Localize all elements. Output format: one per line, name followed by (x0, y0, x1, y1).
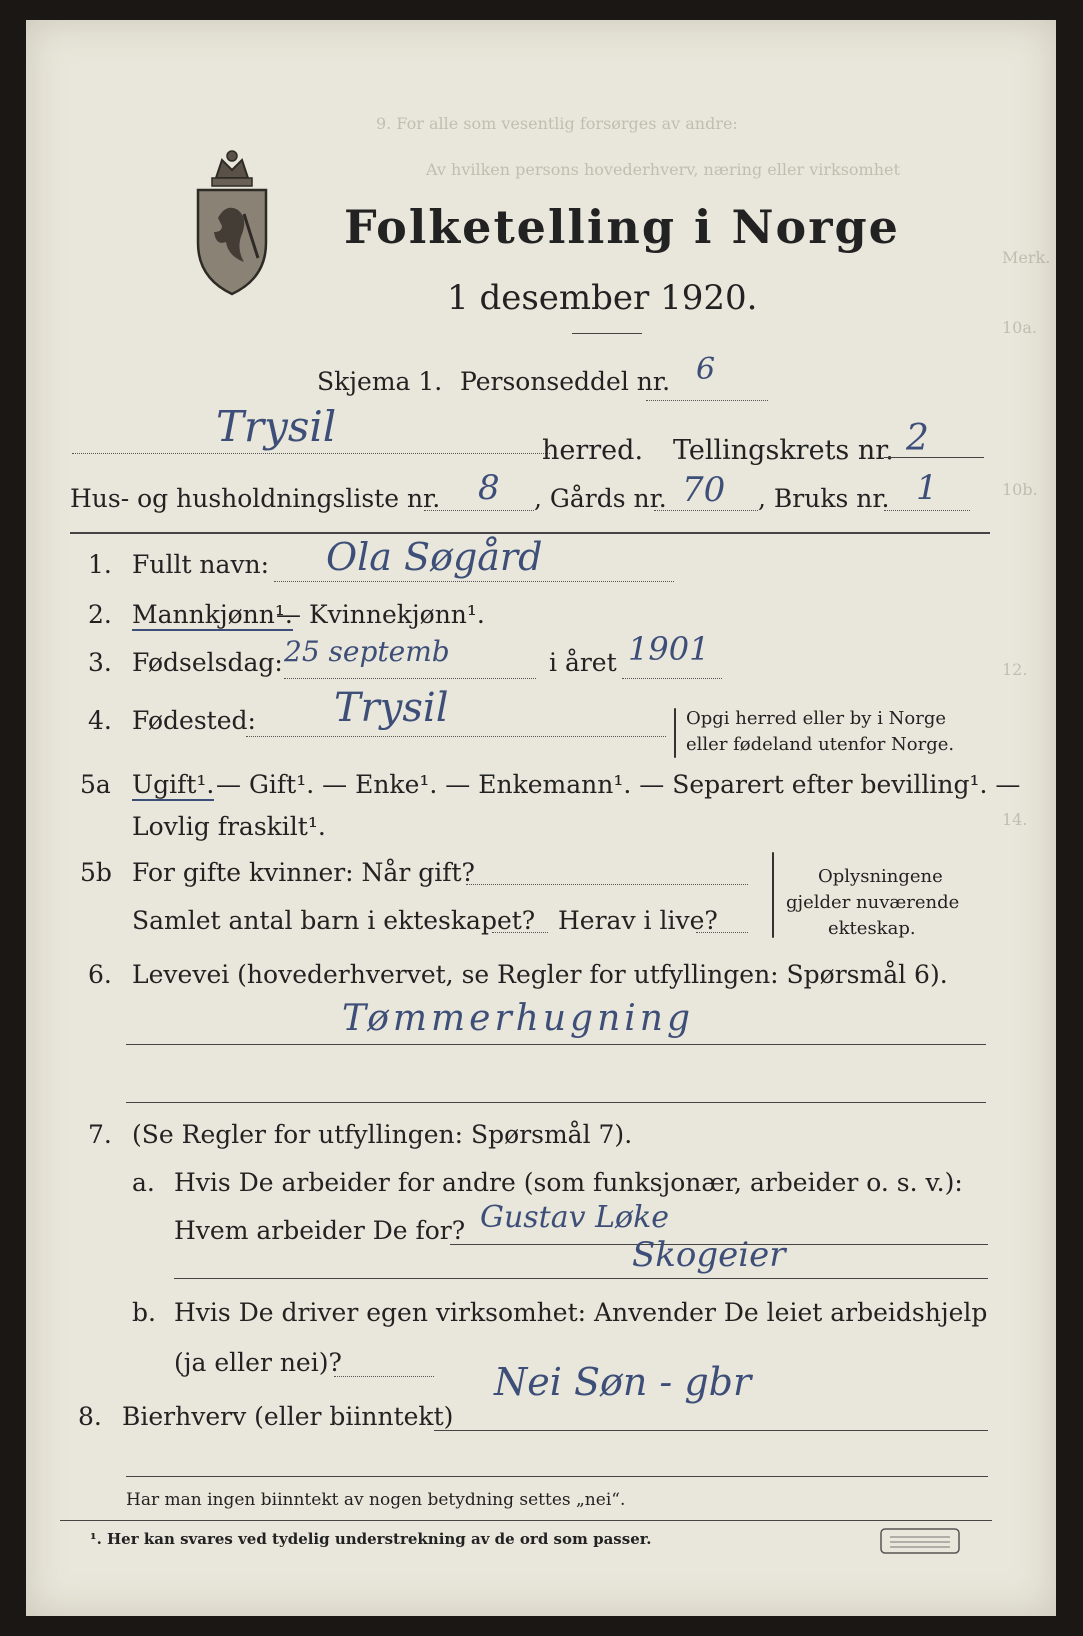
field-number: 5a (80, 770, 111, 799)
marriage-note-brace (772, 852, 774, 938)
husliste-label: Hus- og husholdningsliste nr. (70, 484, 441, 513)
side-income-line[interactable] (434, 1430, 988, 1431)
children-label: Samlet antal barn i ekteskapet? (132, 906, 536, 935)
side-income-value: Nei Søn - gbr (494, 1360, 752, 1404)
printer-stamp-icon (880, 1528, 960, 1554)
birthyear-value: 1901 (628, 630, 710, 668)
employer-label: Hvem arbeider De for? (174, 1216, 466, 1245)
occupation-label: Levevei (hovederhvervet, se Regler for utfyllingen: Spørsmål 6). (132, 960, 948, 989)
birthplace-note-brace (674, 708, 676, 758)
title-rule (572, 333, 642, 334)
personseddel-value: 6 (696, 352, 716, 387)
personseddel-label: Personseddel nr. (460, 367, 671, 396)
marriage-note: gjelder nuværende (786, 892, 960, 913)
census-form-page (26, 20, 1056, 1616)
birthdate-value: 25 septemb (284, 635, 450, 668)
tellingskrets-line[interactable] (884, 457, 984, 458)
husliste-line[interactable] (424, 510, 534, 511)
footnote-rule (60, 1520, 992, 1521)
self-employed-question: Hvis De driver egen virksomhet: Anvender De leiet arbeidshjelp (174, 1298, 988, 1327)
bleed-through-text: 9. For alle som vesentlig forsørges av andre: (376, 114, 738, 133)
bleed-through-text: Av hvilken persons hovederhverv, næring eller virksomhet (426, 160, 900, 179)
sex-female-option[interactable]: — Kvinnekjønn¹. (276, 600, 485, 629)
field-letter: a. (132, 1168, 155, 1197)
marriage-note: ekteskap. (828, 918, 916, 939)
bruks-value: 1 (916, 468, 938, 508)
birthplace-note: Opgi herred eller by i Norge (686, 708, 947, 729)
sex-male-option[interactable]: Mannkjønn¹. (132, 600, 293, 629)
employment-label: (Se Regler for utfyllingen: Spørsmål 7). (132, 1120, 633, 1149)
full-name-line[interactable] (274, 581, 674, 582)
birthplace-value: Trysil (334, 685, 449, 731)
gards-value: 70 (682, 470, 726, 510)
census-date: 1 desember 1920. (447, 278, 758, 318)
field-letter: b. (132, 1298, 156, 1327)
hired-help-label: (ja eller nei)? (174, 1348, 342, 1377)
husliste-value: 8 (478, 468, 500, 508)
schema-label: Skjema 1. (317, 367, 443, 396)
side-income-line[interactable] (126, 1476, 988, 1477)
bruks-label: , Bruks nr. (758, 484, 890, 513)
full-name-label: Fullt navn: (132, 550, 270, 579)
herred-label: herred. (542, 435, 644, 466)
hired-help-line[interactable] (334, 1376, 434, 1377)
full-name-value: Ola Søgård (326, 535, 543, 579)
employer-title-value: Skogeier (632, 1235, 786, 1275)
birthyear-label: i året (549, 648, 617, 677)
field-number: 6. (88, 960, 112, 989)
tellingskrets-label: Tellingskrets nr. (673, 435, 894, 466)
personseddel-line[interactable] (646, 400, 768, 401)
birthdate-label: Fødselsdag: (132, 648, 283, 677)
footnote-text: ¹. Her kan svares ved tydelig understrekning av de ord som passer. (90, 1530, 652, 1548)
bleed-through-text: 10b. (1002, 480, 1038, 499)
birthyear-line[interactable] (622, 678, 722, 679)
side-income-label: Bierhverv (eller biinntekt) (122, 1402, 454, 1431)
married-when-line[interactable] (466, 884, 748, 885)
marital-other-options[interactable]: — Gift¹. — Enke¹. — Enkemann¹. — Separert efter bevilling¹. — (216, 770, 1021, 799)
field-number: 8. (78, 1402, 102, 1431)
field-number: 1. (88, 550, 112, 579)
field-number: 7. (88, 1120, 112, 1149)
employer-line[interactable] (174, 1278, 988, 1279)
married-when-label: For gifte kvinner: Når gift? (132, 858, 475, 887)
field-number: 2. (88, 600, 112, 629)
bleed-through-text: Merk. (1002, 248, 1051, 267)
occupation-line[interactable] (126, 1102, 986, 1103)
section-divider (70, 532, 990, 534)
occupation-line[interactable] (126, 1044, 986, 1045)
field-number: 5b (80, 858, 112, 887)
gards-label: , Gårds nr. (534, 484, 667, 513)
herred-line[interactable] (72, 453, 550, 454)
field-number: 4. (88, 706, 112, 735)
marital-fraskilt-option[interactable]: Lovlig fraskilt¹. (132, 812, 326, 841)
tellingskrets-value: 2 (906, 418, 929, 459)
birthplace-note: eller fødeland utenfor Norge. (686, 734, 955, 755)
children-alive-label: Herav i live? (558, 906, 718, 935)
bleed-through-text: 14. (1002, 810, 1028, 829)
herred-value: Trysil (216, 402, 337, 451)
bruks-line[interactable] (884, 510, 970, 511)
gards-line[interactable] (654, 510, 758, 511)
bleed-through-text: 12. (1002, 660, 1028, 679)
birthplace-line[interactable] (246, 736, 666, 737)
employer-value: Gustav Løke (480, 1200, 670, 1235)
page-title: Folketelling i Norge (344, 200, 900, 254)
children-line[interactable] (492, 932, 548, 933)
birthdate-line[interactable] (284, 678, 536, 679)
occupation-value: Tømmerhugning (342, 998, 695, 1039)
marriage-note: Oplysningene (818, 866, 943, 887)
bleed-through-text: 10a. (1002, 318, 1037, 337)
children-alive-line[interactable] (696, 932, 748, 933)
employee-question: Hvis De arbeider for andre (som funksjonær, arbeider o. s. v.): (174, 1168, 963, 1197)
birthplace-label: Fødested: (132, 706, 256, 735)
marital-ugift-option[interactable]: Ugift¹. (132, 770, 215, 799)
field-number: 3. (88, 648, 112, 677)
note-text: Har man ingen biinntekt av nogen betydning settes „nei“. (126, 1490, 626, 1510)
coat-of-arms-icon (192, 148, 272, 298)
